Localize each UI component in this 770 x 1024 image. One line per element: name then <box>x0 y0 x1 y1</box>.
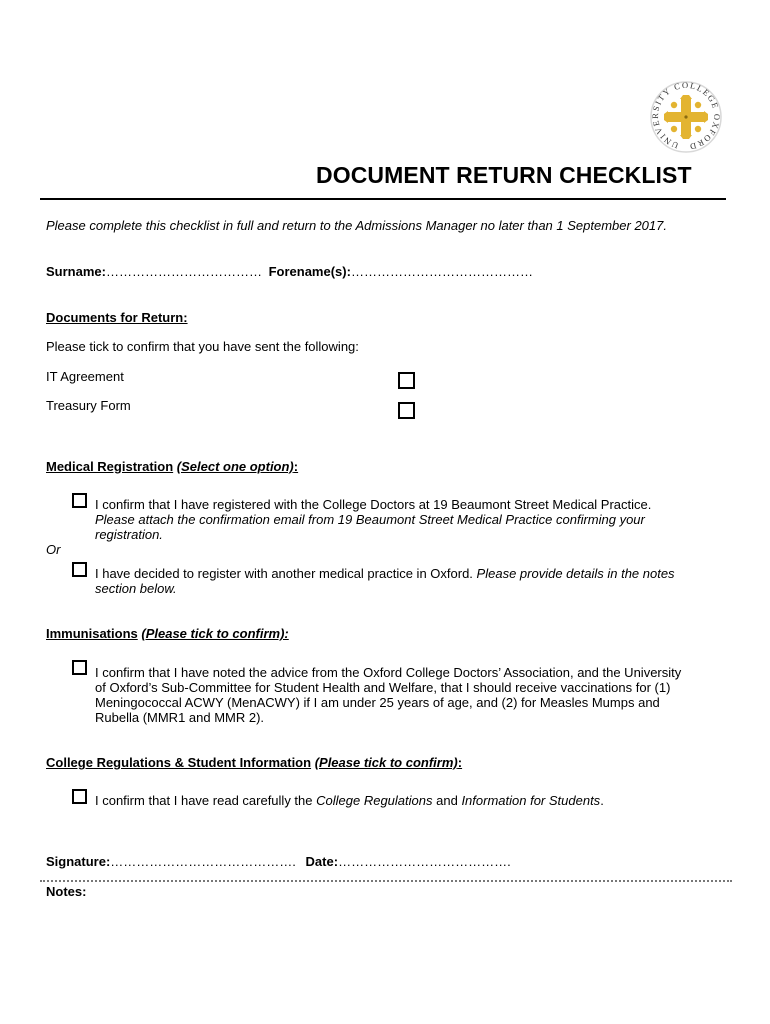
medical-option1-checkbox[interactable] <box>72 493 87 508</box>
regulations-heading-colon: : <box>457 755 463 770</box>
treasury-form-label: Treasury Form <box>46 398 131 413</box>
date-field[interactable]: …………………………………. <box>338 854 511 869</box>
regulations-checkbox[interactable] <box>72 789 87 804</box>
regulations-heading-label: College Regulations & Student Information <box>46 755 312 770</box>
medical-option2 <box>95 566 735 596</box>
notes-label: Notes: <box>46 884 87 899</box>
immunisations-line: Meningococcal ACWY (MenACWY) if I am under 25 years of age, and (2) for Measles Mumps and <box>95 695 660 710</box>
it-agreement-label: IT Agreement <box>46 369 124 384</box>
regulations-heading <box>46 755 462 770</box>
notes-area[interactable] <box>46 902 732 1012</box>
medical-option1 <box>95 497 735 542</box>
regulations-text-part2: College Regulations <box>316 793 433 808</box>
intro-instructions: Please complete this checklist in full and return to the Admissions Manager no later than 1 September 2017. <box>46 218 667 233</box>
documents-instruction: Please tick to confirm that you have sent the following: <box>46 339 359 354</box>
college-crest-logo <box>644 80 728 154</box>
surname-field[interactable]: ……………………………… <box>105 264 262 279</box>
medical-option2-note-part1: Please provide details in the notes <box>476 566 675 581</box>
medical-heading-note: (Select one option) <box>176 459 294 474</box>
immunisations-statement <box>95 665 735 725</box>
medical-heading <box>46 459 298 474</box>
medical-option2-text: I have decided to register with another medical practice in Oxford. <box>95 566 473 581</box>
immunisations-line: I confirm that I have noted the advice from the Oxford College Doctors’ Association, and the University <box>95 665 682 680</box>
signature-field[interactable]: ……………………………………. <box>110 854 296 869</box>
immunisations-heading-label: Immunisations <box>46 626 138 641</box>
medical-option1-text: I confirm that I have registered with the College Doctors at 19 Beaumont Street Medical Practice. <box>95 497 652 512</box>
it-agreement-checkbox[interactable] <box>398 372 415 389</box>
college-crest-icon <box>644 80 728 154</box>
immunisations-heading <box>46 626 289 641</box>
notes-divider <box>40 880 732 882</box>
medical-or-label: Or <box>46 542 61 557</box>
regulations-heading-note: (Please tick to confirm) <box>314 755 458 770</box>
immunisations-line: of Oxford’s Sub-Committee for Student Health and Welfare, that I should receive vaccinations for (1) <box>95 680 671 695</box>
immunisations-checkbox[interactable] <box>72 660 87 675</box>
regulations-text-part5: . <box>600 793 604 808</box>
treasury-form-checkbox[interactable] <box>398 402 415 419</box>
signature-label: Signature: <box>46 854 111 869</box>
medical-option1-note-line2: registration. <box>95 527 163 542</box>
medical-heading-colon: : <box>293 459 299 474</box>
regulations-text-part4: Information for Students <box>461 793 601 808</box>
date-label: Date: <box>305 854 339 869</box>
forename-label: Forename(s): <box>268 264 351 279</box>
surname-label: Surname: <box>46 264 106 279</box>
regulations-text-part1: I confirm that I have read carefully the <box>95 793 313 808</box>
regulations-statement <box>95 793 604 808</box>
medical-option2-note-part2: section below. <box>95 581 177 596</box>
medical-option2-checkbox[interactable] <box>72 562 87 577</box>
regulations-text-part3: and <box>436 793 458 808</box>
name-fields <box>46 264 533 279</box>
title-divider <box>40 198 726 200</box>
medical-option1-note-line1: Please attach the confirmation email from 19 Beaumont Street Medical Practice confirming your <box>95 512 645 527</box>
immunisations-heading-note: (Please tick to confirm): <box>141 626 289 641</box>
forename-field[interactable]: …………………………………… <box>350 264 533 279</box>
page-title: DOCUMENT RETURN CHECKLIST <box>316 162 692 188</box>
signature-row <box>46 854 511 869</box>
documents-heading: Documents for Return: <box>46 310 188 325</box>
medical-heading-label: Medical Registration <box>46 459 174 474</box>
immunisations-line: Rubella (MMR1 and MMR 2). <box>95 710 265 725</box>
logo-text: UNIVERSITY COLLEGE OXFORD <box>649 80 723 152</box>
